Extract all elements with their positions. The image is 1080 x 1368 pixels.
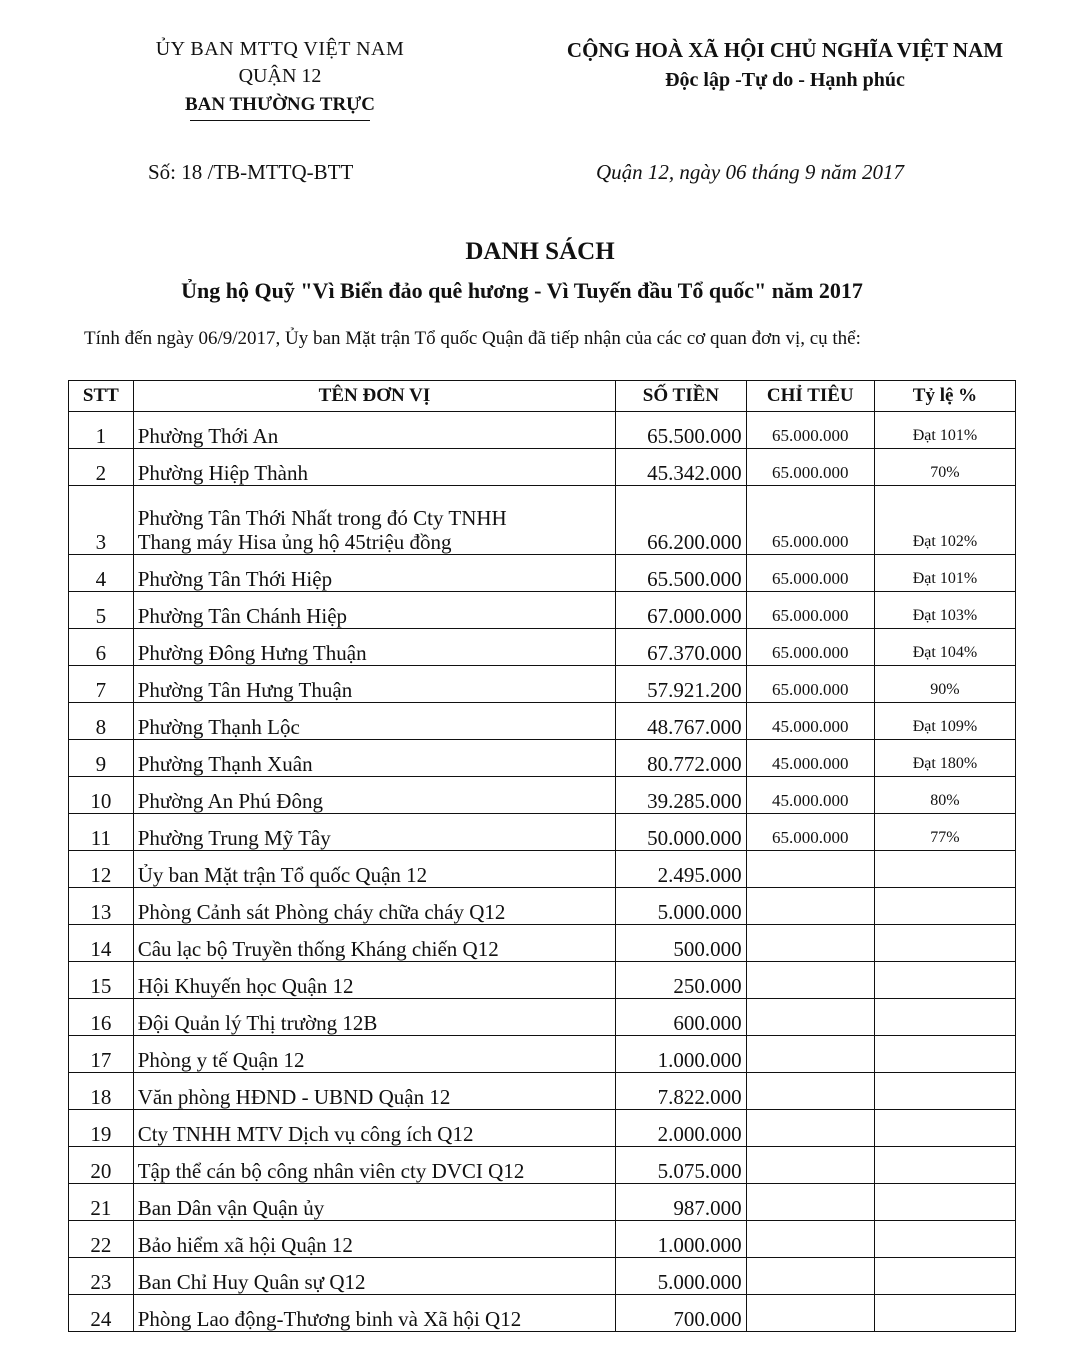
- row-target: [746, 888, 874, 925]
- table-row: [69, 1221, 1016, 1258]
- row-stt: 19: [69, 1110, 134, 1147]
- row-amount: 5.000.000: [616, 1258, 746, 1295]
- row-stt: 13: [69, 888, 134, 925]
- row-target: [746, 925, 874, 962]
- table-row: [69, 666, 1016, 703]
- row-rate: [874, 1221, 1015, 1258]
- row-stt: 2: [69, 449, 134, 486]
- row-target: 45.000.000: [746, 777, 874, 814]
- table-row: [69, 851, 1016, 888]
- national-motto: Độc lập -Tự do - Hạnh phúc: [665, 69, 905, 91]
- row-target: 45.000.000: [746, 740, 874, 777]
- row-target: [746, 1184, 874, 1221]
- row-name: Phường Đông Hưng Thuận: [133, 629, 616, 666]
- row-rate: [874, 888, 1015, 925]
- row-rate: 77%: [874, 814, 1015, 851]
- table-row: [69, 1184, 1016, 1221]
- row-stt: 5: [69, 592, 134, 629]
- row-amount: 5.000.000: [616, 888, 746, 925]
- row-rate: Đạt 101%: [874, 412, 1015, 449]
- document-title: DANH SÁCH: [465, 238, 615, 265]
- row-name: Ban Chỉ Huy Quân sự Q12: [133, 1258, 616, 1295]
- row-amount: 50.000.000: [616, 814, 746, 851]
- row-name: Phòng Lao động-Thương binh và Xã hội Q12: [133, 1295, 616, 1332]
- row-rate: Đạt 101%: [874, 555, 1015, 592]
- row-stt: 10: [69, 777, 134, 814]
- row-stt: 18: [69, 1073, 134, 1110]
- org-line-2: QUẬN 12: [238, 65, 322, 87]
- table-row: [69, 1036, 1016, 1073]
- row-target: 65.000.000: [746, 592, 874, 629]
- row-rate: [874, 1110, 1015, 1147]
- row-amount: 7.822.000: [616, 1073, 746, 1110]
- table-row: [69, 449, 1016, 486]
- row-stt: 15: [69, 962, 134, 999]
- row-amount: 67.000.000: [616, 592, 746, 629]
- row-amount: 65.500.000: [616, 555, 746, 592]
- row-stt: 12: [69, 851, 134, 888]
- table-row: [69, 1073, 1016, 1110]
- row-rate: 70%: [874, 449, 1015, 486]
- row-amount: 600.000: [616, 999, 746, 1036]
- row-stt: 24: [69, 1295, 134, 1332]
- row-amount: 1.000.000: [616, 1036, 746, 1073]
- row-stt: 8: [69, 703, 134, 740]
- row-rate: Đạt 104%: [874, 629, 1015, 666]
- row-stt: 16: [69, 999, 134, 1036]
- row-name: Phường Trung Mỹ Tây: [133, 814, 616, 851]
- table-row: [69, 999, 1016, 1036]
- document-subtitle: Ủng hộ Quỹ "Vì Biển đảo quê hương - Vì Tuyến đầu Tổ quốc" năm 2017: [181, 278, 863, 303]
- table-row: [69, 1295, 1016, 1332]
- row-stt: 3: [69, 486, 134, 555]
- table-row: [69, 486, 1016, 555]
- row-target: 65.000.000: [746, 412, 874, 449]
- table-row: [69, 814, 1016, 851]
- intro-text: Tính đến ngày 06/9/2017, Ủy ban Mặt trận Tổ quốc Quận đã tiếp nhận của các cơ quan đơn vị, cụ thể:: [84, 328, 861, 349]
- row-amount: 2.495.000: [616, 851, 746, 888]
- row-name: Phòng y tế Quận 12: [133, 1036, 616, 1073]
- row-name: Phường An Phú Đông: [133, 777, 616, 814]
- row-stt: 1: [69, 412, 134, 449]
- row-stt: 7: [69, 666, 134, 703]
- row-rate: [874, 999, 1015, 1036]
- row-amount: 987.000: [616, 1184, 746, 1221]
- table-row: [69, 777, 1016, 814]
- row-name: Phường Thới An: [133, 412, 616, 449]
- row-rate: [874, 1184, 1015, 1221]
- row-amount: 65.500.000: [616, 412, 746, 449]
- row-amount: 250.000: [616, 962, 746, 999]
- org-underline: [190, 120, 370, 121]
- row-target: 65.000.000: [746, 486, 874, 555]
- row-stt: 22: [69, 1221, 134, 1258]
- table-row: [69, 629, 1016, 666]
- table-row: [69, 1110, 1016, 1147]
- row-target: [746, 1258, 874, 1295]
- row-stt: 11: [69, 814, 134, 851]
- row-amount: 1.000.000: [616, 1221, 746, 1258]
- row-name: Phường Tân Thới Hiệp: [133, 555, 616, 592]
- row-target: 65.000.000: [746, 814, 874, 851]
- row-name: Phường Hiệp Thành: [133, 449, 616, 486]
- row-name: Phường Tân Thới Nhất trong đó Cty TNHH Thang máy Hisa ủng hộ 45triệu đồng: [133, 486, 616, 555]
- donation-table: [68, 380, 1016, 1332]
- row-name: Tập thể cán bộ công nhân viên cty DVCI Q12: [133, 1147, 616, 1184]
- table-row: [69, 925, 1016, 962]
- row-rate: [874, 1147, 1015, 1184]
- row-stt: 6: [69, 629, 134, 666]
- row-rate: Đạt 180%: [874, 740, 1015, 777]
- document-date: Quận 12, ngày 06 tháng 9 năm 2017: [596, 160, 904, 184]
- col-header-name: TÊN ĐƠN VỊ: [133, 381, 616, 412]
- nation-name: CỘNG HOÀ XÃ HỘI CHỦ NGHĨA VIỆT NAM: [566, 38, 1004, 62]
- table-row: [69, 888, 1016, 925]
- col-header-target: CHỈ TIÊU: [746, 381, 874, 412]
- row-rate: Đạt 103%: [874, 592, 1015, 629]
- row-target: [746, 851, 874, 888]
- row-stt: 14: [69, 925, 134, 962]
- row-target: [746, 962, 874, 999]
- row-name: Đội Quản lý Thị trường 12B: [133, 999, 616, 1036]
- row-name: Ủy ban Mặt trận Tổ quốc Quận 12: [133, 851, 616, 888]
- row-name: Phường Tân Hưng Thuận: [133, 666, 616, 703]
- row-name: Phường Thạnh Xuân: [133, 740, 616, 777]
- row-target: 45.000.000: [746, 703, 874, 740]
- row-target: 65.000.000: [746, 449, 874, 486]
- row-rate: Đạt 102%: [874, 486, 1015, 555]
- row-amount: 2.000.000: [616, 1110, 746, 1147]
- table-row: [69, 1147, 1016, 1184]
- table-row: [69, 703, 1016, 740]
- table-row: [69, 1258, 1016, 1295]
- row-amount: 66.200.000: [616, 486, 746, 555]
- national-header: [540, 38, 1030, 92]
- row-rate: [874, 851, 1015, 888]
- row-name: Văn phòng HĐND - UBND Quận 12: [133, 1073, 616, 1110]
- col-header-rate: Tỷ lệ %: [874, 381, 1015, 412]
- row-amount: 39.285.000: [616, 777, 746, 814]
- row-rate: [874, 925, 1015, 962]
- row-target: [746, 1295, 874, 1332]
- issuing-organization: [100, 38, 460, 121]
- row-stt: 20: [69, 1147, 134, 1184]
- row-rate: Đạt 109%: [874, 703, 1015, 740]
- table-body: [69, 412, 1016, 1332]
- org-line-3: BAN THƯỜNG TRỰC: [184, 94, 376, 115]
- row-stt: 17: [69, 1036, 134, 1073]
- row-target: 65.000.000: [746, 555, 874, 592]
- row-name: Phường Tân Chánh Hiệp: [133, 592, 616, 629]
- row-name: Ban Dân vận Quận ủy: [133, 1184, 616, 1221]
- table-row: [69, 962, 1016, 999]
- row-target: [746, 1110, 874, 1147]
- row-amount: 67.370.000: [616, 629, 746, 666]
- row-amount: 48.767.000: [616, 703, 746, 740]
- row-amount: 500.000: [616, 925, 746, 962]
- table-row: [69, 412, 1016, 449]
- row-target: 65.000.000: [746, 666, 874, 703]
- row-name: Câu lạc bộ Truyền thống Kháng chiến Q12: [133, 925, 616, 962]
- table-header-row: [69, 381, 1016, 412]
- row-stt: 9: [69, 740, 134, 777]
- row-rate: [874, 1258, 1015, 1295]
- row-amount: 5.075.000: [616, 1147, 746, 1184]
- table-row: [69, 592, 1016, 629]
- row-target: [746, 1221, 874, 1258]
- row-amount: 80.772.000: [616, 740, 746, 777]
- row-stt: 4: [69, 555, 134, 592]
- row-name: Phòng Cảnh sát Phòng cháy chữa cháy Q12: [133, 888, 616, 925]
- row-name: Bảo hiểm xã hội Quận 12: [133, 1221, 616, 1258]
- row-target: [746, 1036, 874, 1073]
- reference-number: Số: 18 /TB-MTTQ-BTT: [148, 160, 354, 184]
- row-stt: 21: [69, 1184, 134, 1221]
- row-amount: 45.342.000: [616, 449, 746, 486]
- row-rate: [874, 1073, 1015, 1110]
- org-line-1: ỦY BAN MTTQ VIỆT NAM: [155, 38, 405, 60]
- table-row: [69, 740, 1016, 777]
- row-name: Cty TNHH MTV Dịch vụ công ích Q12: [133, 1110, 616, 1147]
- row-rate: [874, 1295, 1015, 1332]
- row-rate: 90%: [874, 666, 1015, 703]
- row-stt: 23: [69, 1258, 134, 1295]
- col-header-amount: SỐ TIỀN: [616, 381, 746, 412]
- row-rate: 80%: [874, 777, 1015, 814]
- row-amount: 700.000: [616, 1295, 746, 1332]
- row-target: [746, 1073, 874, 1110]
- row-name: Hội Khuyến học Quận 12: [133, 962, 616, 999]
- row-amount: 57.921.200: [616, 666, 746, 703]
- row-rate: [874, 1036, 1015, 1073]
- col-header-stt: STT: [69, 381, 134, 412]
- row-target: 65.000.000: [746, 629, 874, 666]
- row-name: Phường Thạnh Lộc: [133, 703, 616, 740]
- row-target: [746, 999, 874, 1036]
- row-target: [746, 1147, 874, 1184]
- row-rate: [874, 962, 1015, 999]
- table-row: [69, 555, 1016, 592]
